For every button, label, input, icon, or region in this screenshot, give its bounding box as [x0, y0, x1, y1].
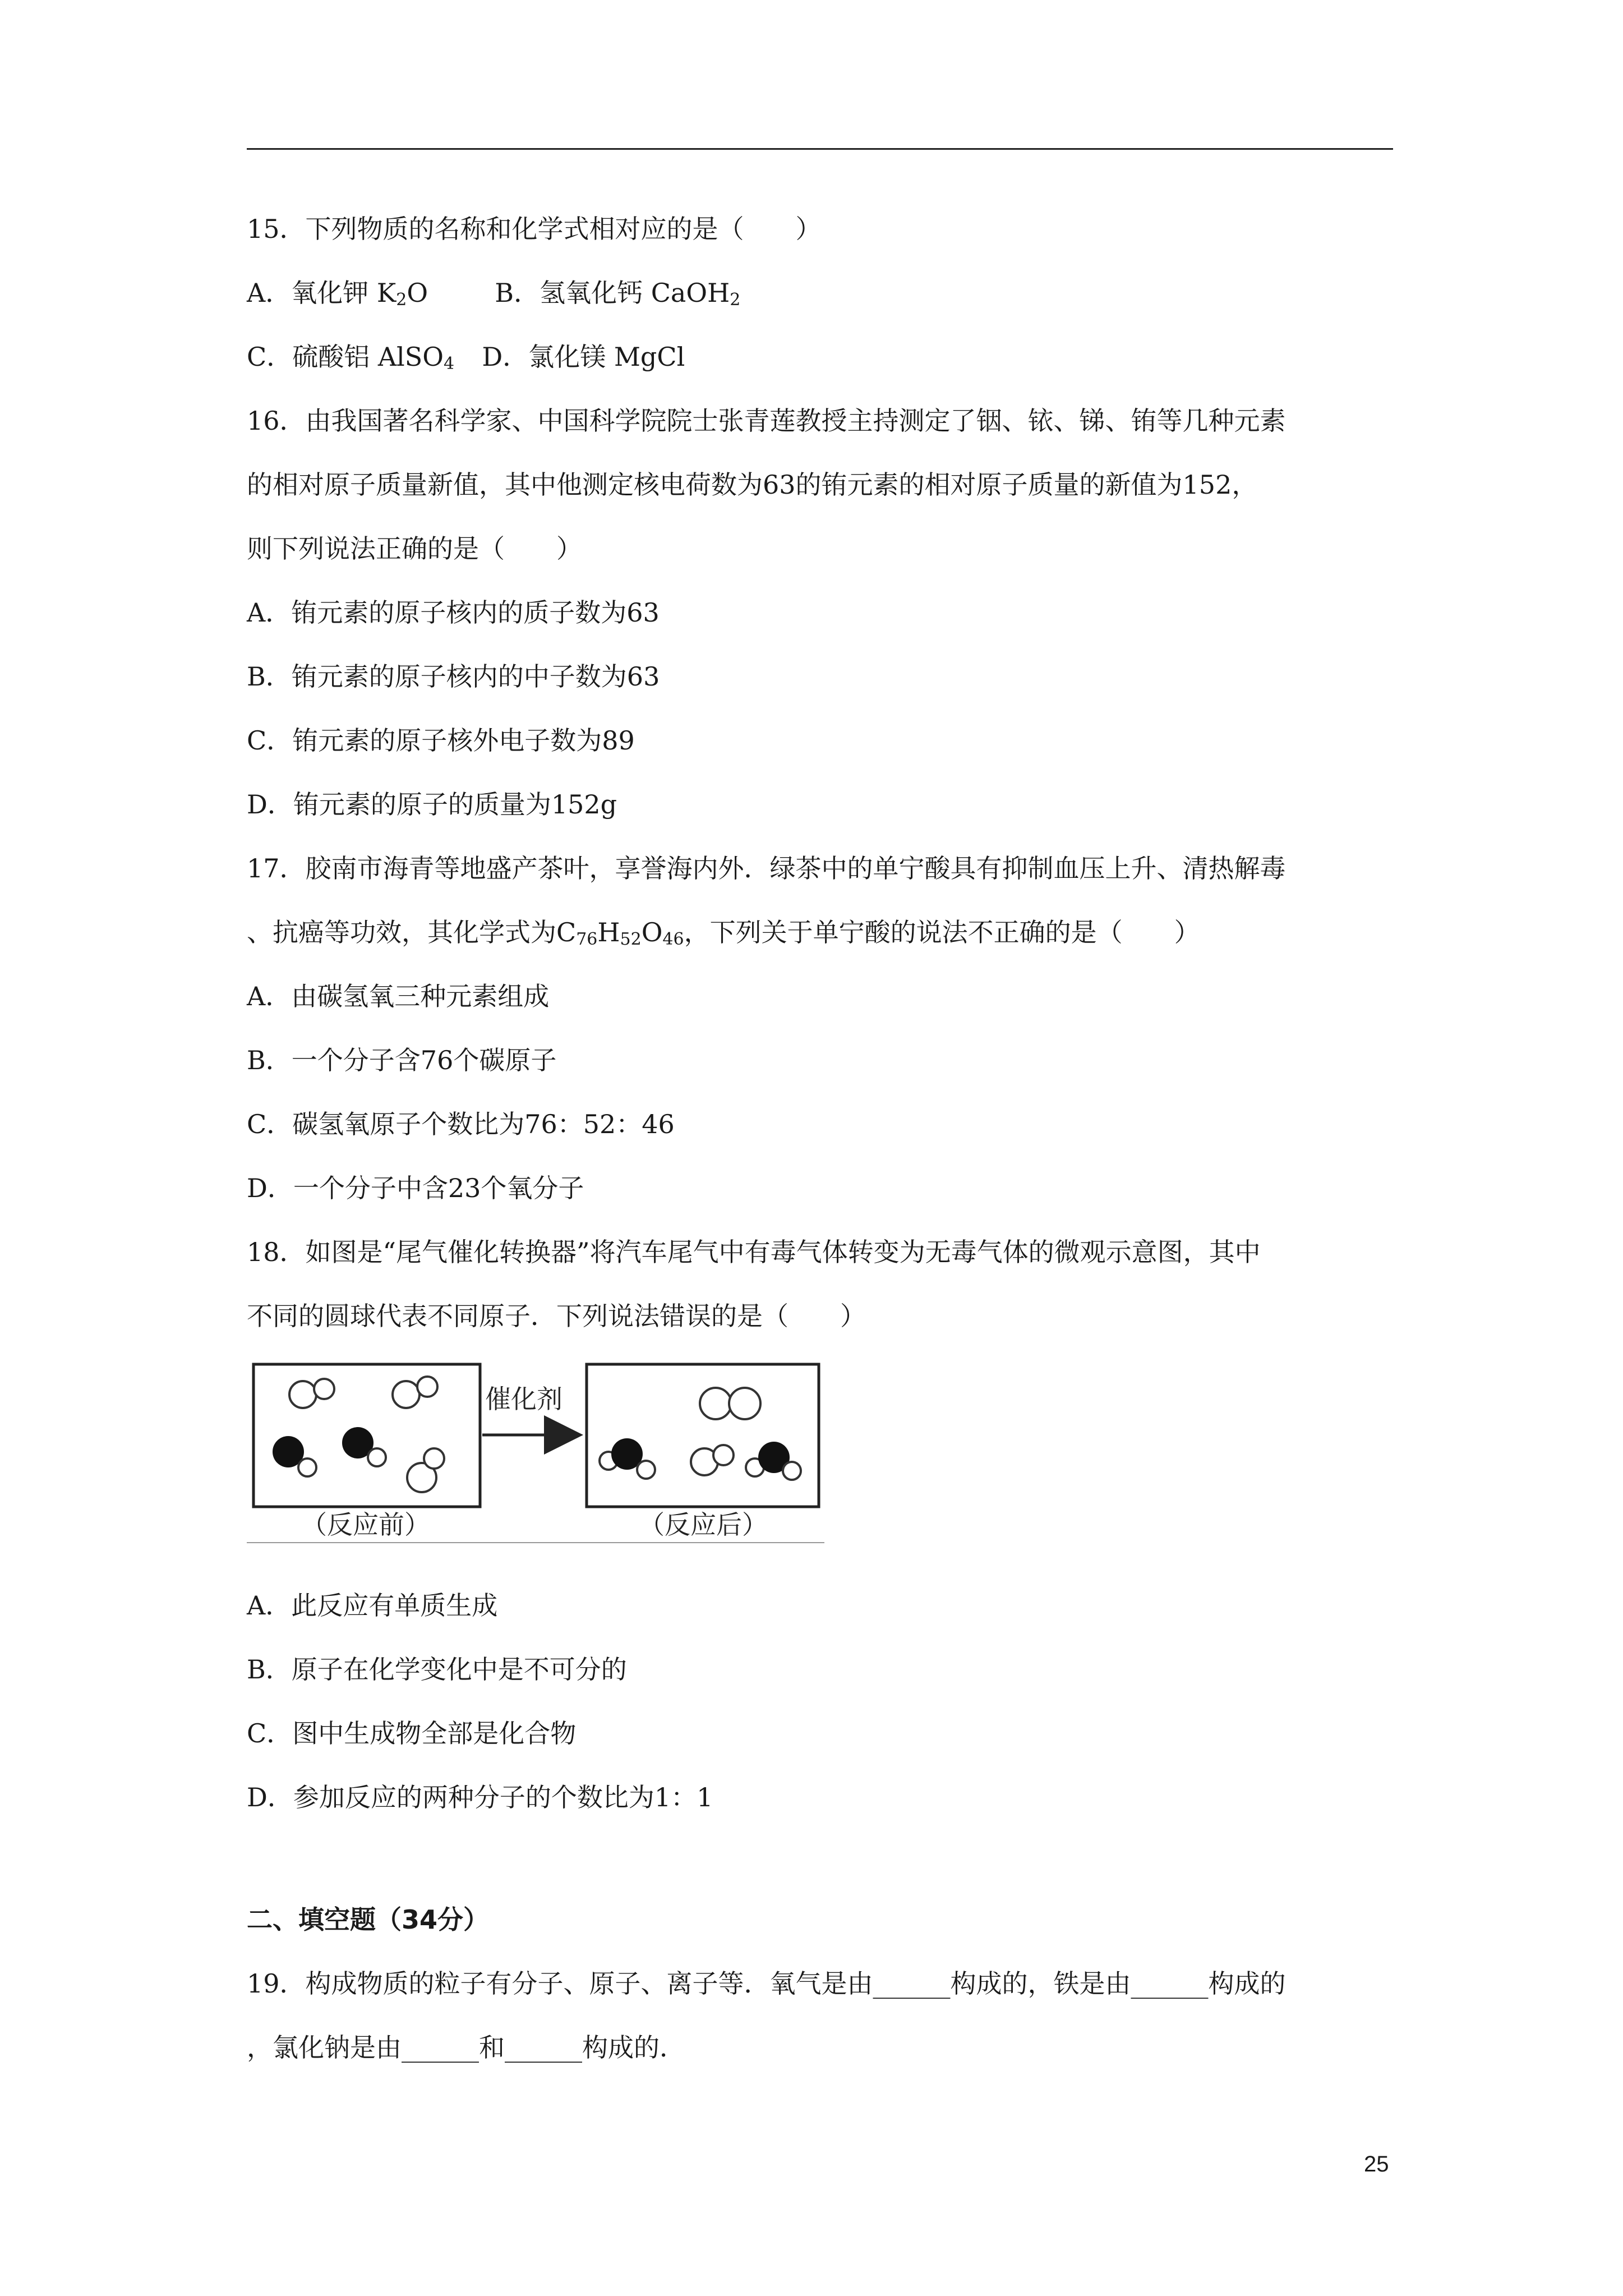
before-caption: （反应前）: [301, 1510, 430, 1539]
q17-option-c: C．碳氢氧原子个数比为76：52：46: [247, 1109, 675, 1139]
q15-option-c-formula: AlSO$_4$: [377, 342, 455, 374]
header-rule: [247, 148, 1393, 150]
q19-line-1: 19．构成物质的粒子有分子、原子、离子等．氧气是由______构成的，铁是由______构成的: [247, 1968, 1286, 1999]
q16-line-1: 16．由我国著名科学家、中国科学院院士张青莲教授主持测定了铟、铱、锑、铕等几种元素: [247, 406, 1286, 436]
page-number: 25: [1364, 2152, 1389, 2177]
tannic-acid-formula: $C_{76}H_{52}O_{46}$: [556, 917, 684, 949]
q15-options-ab: [247, 276, 740, 317]
q15-option-b: B．氢氧化钙: [495, 278, 643, 308]
q19-line-2: ，氯化钠是由______和______构成的．: [247, 2032, 685, 2063]
q18-option-c: C．图中生成物全部是化合物: [247, 1718, 577, 1749]
q18-line-1: 18．如图是“尾气催化转换器”将汽车尾气中有毒气体转变为无毒气体的微观示意图，其中: [247, 1237, 1261, 1267]
q16-line-2: 的相对原子质量新值，其中他测定核电荷数为63的铕元素的相对原子质量的新值为152，: [247, 470, 1258, 500]
q18-option-a: A．此反应有单质生成: [247, 1590, 498, 1621]
q18-option-d: D．参加反应的两种分子的个数比为1：1: [247, 1782, 713, 1812]
q16-option-d: D．铕元素的原子的质量为152g: [247, 789, 617, 820]
q15-option-a: A．氧化钾: [247, 278, 369, 308]
section-title: 二、填空题（34分）: [247, 1904, 490, 1935]
after-reaction-box: [587, 1364, 819, 1507]
q15-options-cd: [247, 340, 685, 381]
q15-stem: 15．下列物质的名称和化学式相对应的是（ ）: [247, 214, 822, 244]
q17-option-b: B．一个分子含76个碳原子: [247, 1045, 557, 1075]
q15-option-c: C．硫酸铝: [247, 342, 370, 372]
q15-option-a-formula: $K_2O$: [376, 278, 428, 310]
q18-line-2: 不同的圆球代表不同原子．下列说法错误的是（ ）: [247, 1301, 866, 1331]
q16-option-b: B．铕元素的原子核内的中子数为63: [247, 661, 660, 692]
q17-line-2: 、抗癌等功效，其化学式为$C_{76}H_{52}O_{46}$，下列关于单宁酸的说法不正确的是（ ）: [247, 917, 1200, 949]
q16-option-c: C．铕元素的原子核外电子数为89: [247, 725, 635, 756]
reaction-diagram: [247, 1358, 841, 1548]
q15-option-d: D．氯化镁 MgCl: [482, 342, 685, 372]
q18-option-b: B．原子在化学变化中是不可分的: [247, 1654, 627, 1685]
q16-line-3: 则下列说法正确的是（ ）: [247, 533, 582, 564]
q17-option-d: D．一个分子中含23个氧分子: [247, 1173, 584, 1203]
q17-option-a: A．由碳氢氧三种元素组成: [247, 981, 550, 1011]
after-caption: （反应后）: [639, 1510, 768, 1539]
q17-line-1: 17．胶南市海青等地盛产茶叶，享誉海内外．绿茶中的单宁酸具有抑制血压上升、清热解毒: [247, 853, 1286, 884]
catalyst-label: 催化剂: [485, 1384, 562, 1414]
q16-option-a: A．铕元素的原子核内的质子数为63: [247, 597, 660, 628]
q15-option-b-formula: CaOH$_2$: [651, 278, 741, 310]
